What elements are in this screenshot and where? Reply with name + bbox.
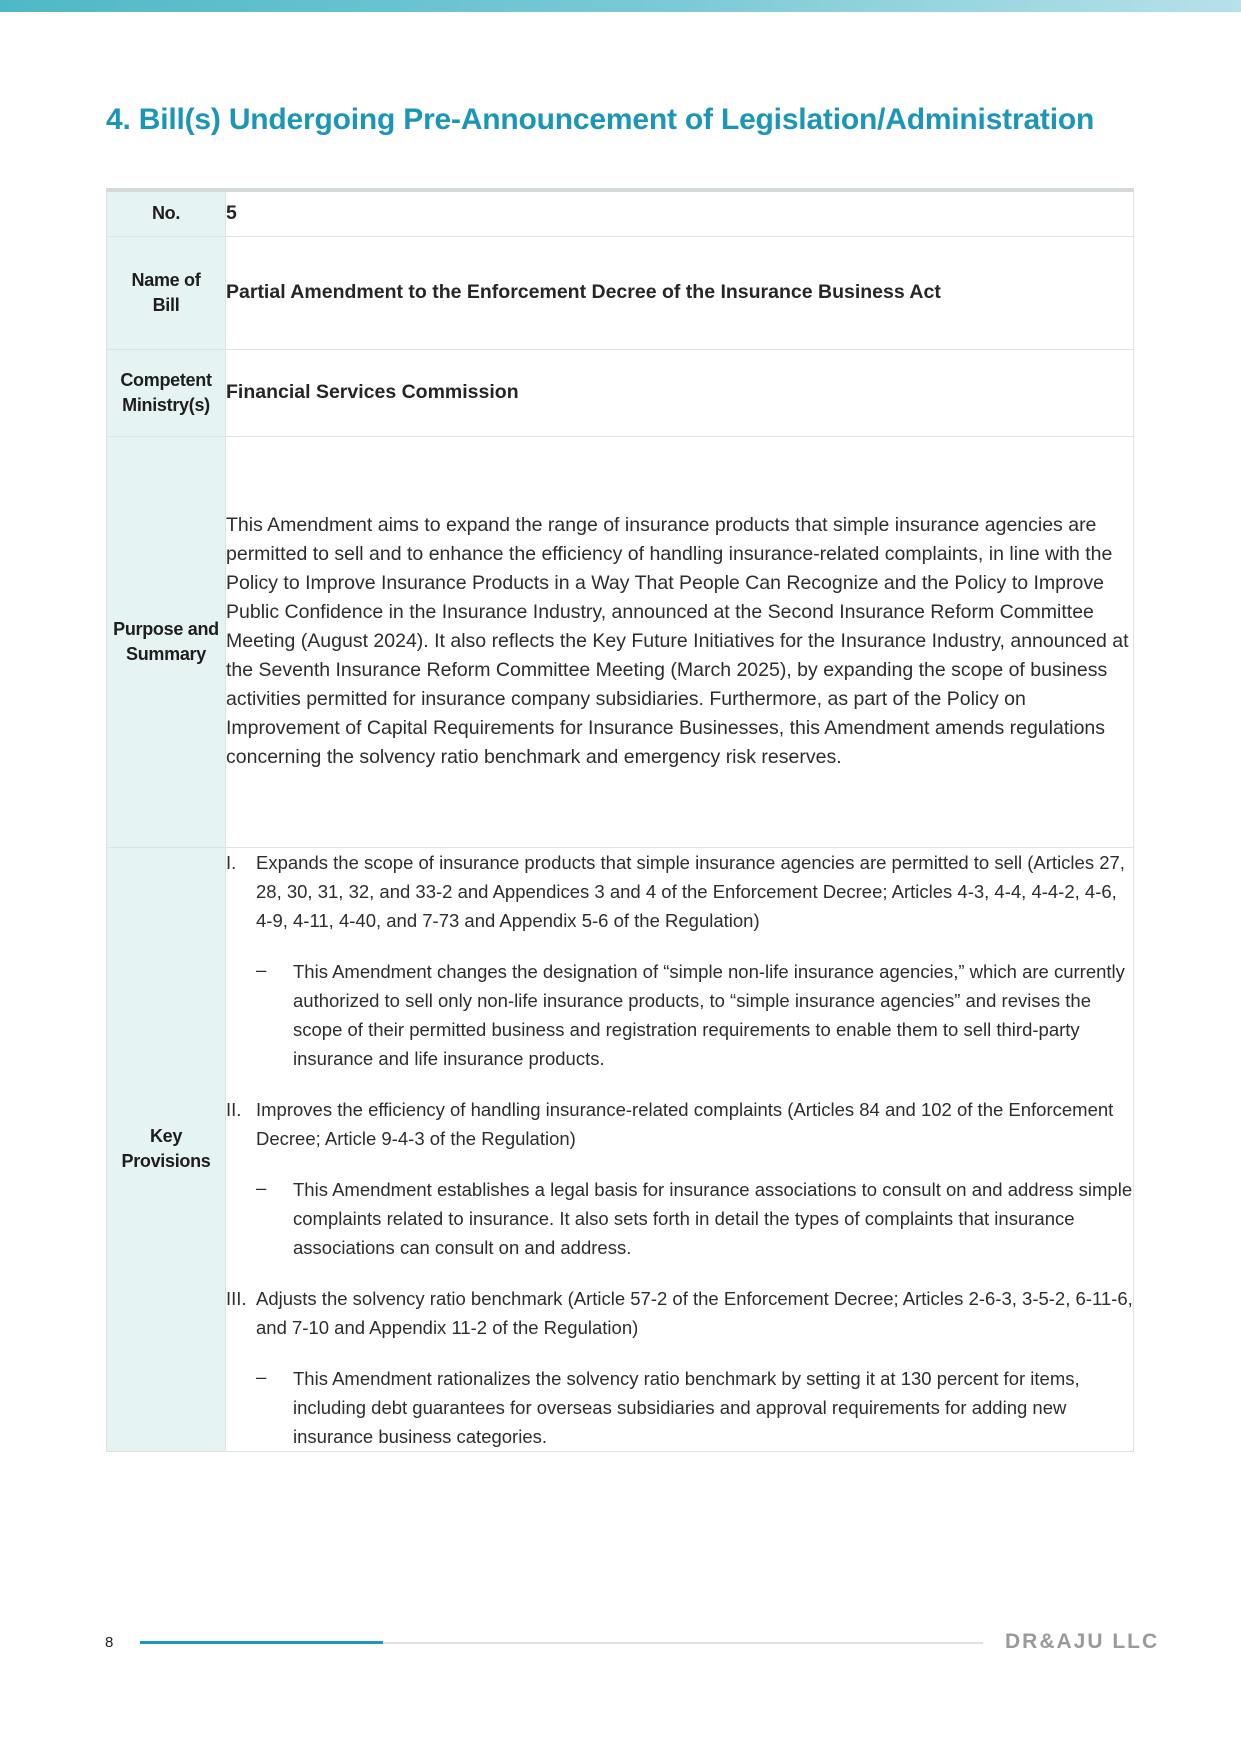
dash-bullet-icon: –: [256, 1365, 267, 1387]
footer-divider-accent: [140, 1641, 383, 1644]
provision-subitem-text: This Amendment changes the designation of “simple non-life insurance agencies,” which are currently authorized to sell only non-life insurance products, to “simple insurance agencies” and revises the scope of their permitted business and registration requirements to enable them to sell third-party insurance and life insurance products.: [293, 960, 1125, 1069]
provision-item: [226, 1095, 1133, 1153]
dash-bullet-icon: –: [256, 958, 267, 980]
provision-subitem-text: This Amendment establishes a legal basis for insurance associations to consult on and address simple complaints related to insurance. It also sets forth in detail the types of complaints that insurance associations can consult on and address.: [293, 1178, 1133, 1258]
row-purpose: [107, 436, 1134, 847]
provision-subitem: [256, 1364, 1133, 1451]
row-no: [107, 190, 1134, 236]
provision-subitem-text: This Amendment rationalizes the solvency ratio benchmark by setting it at 130 percent for items, including debt guarantees for overseas subsidiaries and approval requirements for adding new insurance business categories.: [293, 1367, 1080, 1447]
provision-number: II.: [226, 1098, 242, 1120]
firm-logo: DR&AJU LLC: [1005, 1630, 1160, 1653]
provision-number: III.: [226, 1287, 247, 1309]
name-label-text: Name of Bill: [131, 269, 201, 315]
provision-number: I.: [226, 851, 237, 873]
provisions-label: [107, 847, 226, 1451]
provision-subitem: [256, 1175, 1133, 1262]
bill-name-value: Partial Amendment to the Enforcement Decree of the Insurance Business Act: [226, 236, 1134, 349]
provision-text: Improves the efficiency of handling insurance-related complaints (Articles 84 and 102 of the Enforcement Decree; Article 9-4-3 of the Regulation): [256, 1098, 1114, 1149]
purpose-label-text: Purpose and Summary: [113, 618, 219, 664]
ministry-value: Financial Services Commission: [226, 349, 1134, 436]
ministry-label-text: Competent Ministry(s): [120, 369, 212, 415]
purpose-summary-text: This Amendment aims to expand the range of insurance products that simple insurance agencies are permitted to sell and to enhance the efficiency of handling insurance-related complaints, in line with the Policy to Improve Insurance Products in a Way That People Can Recognize and the Policy to Improve Public Confidence in the Insurance Industry, announced at the Second Insurance Reform Committee Meeting (August 2024). It also reflects the Key Future Initiatives for the Insurance Industry, announced at the Seventh Insurance Reform Committee Meeting (March 2025), by expanding the scope of business activities permitted for insurance company subsidiaries. Furthermore, as part of the Policy on Improvement of Capital Requirements for Insurance Businesses, this Amendment amends regulations concerning the solvency ratio benchmark and emergency risk reserves.: [226, 436, 1134, 847]
provision-subitem: [256, 957, 1133, 1073]
ministry-label: [107, 349, 226, 436]
section-title: 4. Bill(s) Undergoing Pre-Announcement of Legislation/Administration: [106, 103, 1095, 136]
bill-table: [106, 188, 1134, 1452]
row-provisions: [107, 847, 1134, 1451]
provision-item: [226, 848, 1133, 935]
dash-bullet-icon: –: [256, 1176, 267, 1198]
provisions-cell: [226, 847, 1134, 1451]
provisions-label-text: Key Provisions: [121, 1126, 211, 1171]
provision-text: Adjusts the solvency ratio benchmark (Article 57-2 of the Enforcement Decree; Articles 2-6-3, 3-5-2, 6-11-6, and 7-10 and Appendix 11-2 of the Regulation): [256, 1287, 1133, 1338]
provision-text: Expands the scope of insurance products that simple insurance agencies are permitted to sell (Articles 27, 28, 30, 31, 32, and 33-2 and Appendices 3 and 4 of the Enforcement Decree; Articles 4-3, 4-4, 4-4-2, 4-6, 4-9, 4-11, 4-40, and 7-73 and Appendix 5-6 of the Regulation): [256, 851, 1125, 931]
no-label: No.: [107, 190, 226, 236]
top-accent-bar: [0, 0, 1241, 12]
row-name: [107, 236, 1134, 349]
page-number: 8: [105, 1634, 114, 1651]
name-label: [107, 236, 226, 349]
no-value: 5: [226, 190, 1134, 236]
provision-item: [226, 1284, 1133, 1342]
purpose-label: [107, 436, 226, 847]
row-ministry: [107, 349, 1134, 436]
